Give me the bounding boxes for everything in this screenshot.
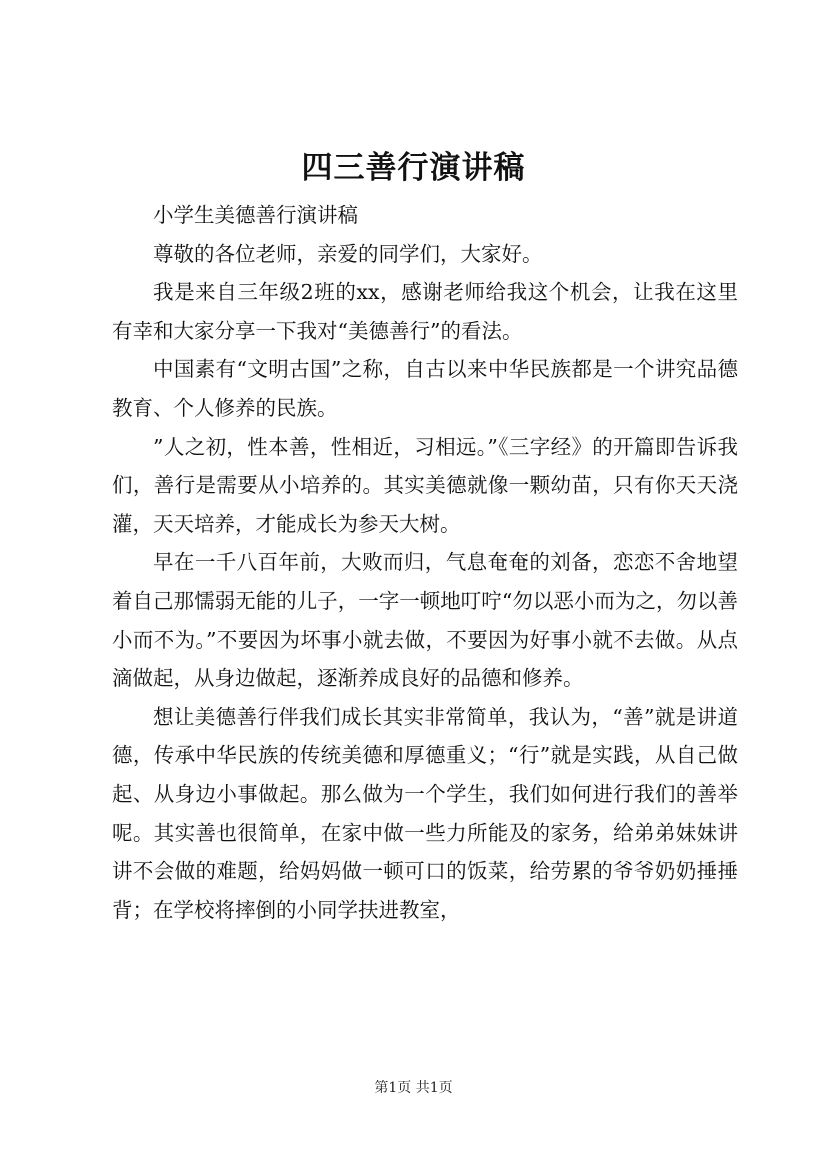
paragraph-civilization: 中国素有“文明古国”之称，自古以来中华民族都是一个讲究品德教育、个人修养的民族。 [112,357,738,420]
document-body [112,196,738,929]
document-title: 四三善行演讲稿 [301,150,526,186]
paragraph-introduction: 我是来自三年级2班的xx，感谢老师给我这个机会，让我在这里有幸和大家分享一下我对“美德善行”的看法。 [112,280,738,343]
paragraph-subtitle: 小学生美德善行演讲稿 [153,203,358,227]
paragraph-good-deeds: 想让美德善行伴我们成长其实非常简单，我认为，“善”就是讲道德，传承中华民族的传统美德和厚德重义；“行”就是实践，从自己做起、从身边小事做起。那么做为一个学生，我们如何进行我们的善举呢。其实善也很简单，在家中做一些力所能及的家务，给弟弟妹妹讲讲不会做的难题，给妈妈做一顿可口的饭菜，给劳累的爷爷奶奶捶捶背；在学校将摔倒的小同学扶进教室， [112,704,738,922]
paragraph-liu-bei: 早在一千八百年前，大败而归，气息奄奄的刘备，恋恋不舍地望着自己那懦弱无能的儿子，一字一顿地叮咛“勿以恶小而为之，勿以善小而不为。”不要因为坏事小就去做，不要因为好事小就不去做。从点滴做起，从身边做起，逐渐养成良好的品德和修养。 [112,550,738,691]
paragraph-greeting: 尊敬的各位老师，亲爱的同学们，大家好。 [153,241,543,266]
page-footer: 第1页 共1页 [374,1080,453,1096]
paragraph-three-character-classic: ”人之初，性本善，性相近，习相远。”《三字经》的开篇即告诉我们，善行是需要从小培养的。其实美德就像一颗幼苗，只有你天天浇灌，天天培养，才能成长为参天大树。 [112,434,738,536]
